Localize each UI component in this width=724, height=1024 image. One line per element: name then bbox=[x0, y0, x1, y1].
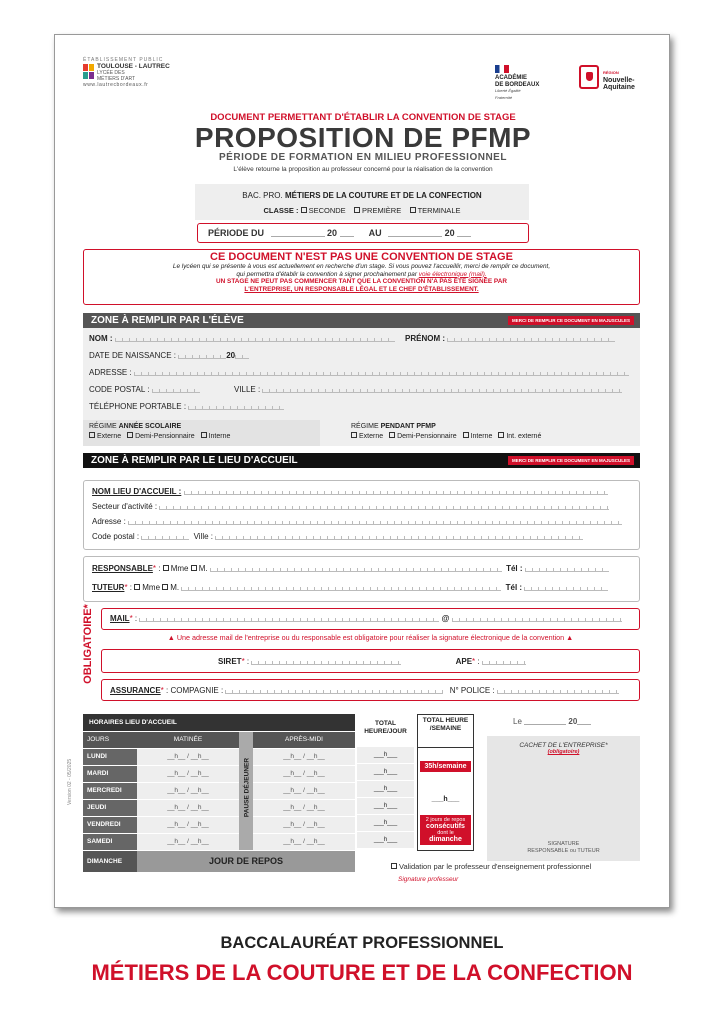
jour-repos: JOUR DE REPOS bbox=[137, 850, 355, 872]
cachet-obligatoire: (obligatoire) bbox=[547, 749, 580, 755]
nom-lieu-field[interactable] bbox=[184, 486, 608, 495]
police-label: N° POLICE : bbox=[449, 686, 495, 695]
accueil-ville-field[interactable] bbox=[215, 531, 583, 540]
mardi-matin-field[interactable]: __h__ / __h__ bbox=[137, 765, 239, 782]
periode-box bbox=[197, 223, 529, 243]
nom-lieu-label: NOM LIEU D'ACCUEIL : bbox=[92, 487, 182, 496]
tuteur-field[interactable] bbox=[181, 582, 501, 591]
lycee-mark-icon bbox=[83, 64, 94, 79]
reg2-bold: PENDANT PFMP bbox=[380, 423, 436, 430]
reg2-demi: Demi-Pensionnaire bbox=[397, 433, 457, 440]
date-year-field[interactable] bbox=[577, 716, 591, 725]
day-mardi: MARDI bbox=[83, 765, 137, 782]
day-vendredi: VENDREDI bbox=[83, 816, 137, 833]
footer-line1: BACCALAURÉAT PROFESSIONNEL bbox=[220, 934, 504, 952]
adresse-field[interactable] bbox=[134, 367, 629, 376]
cachet-title: CACHET DE L'ENTREPRISE* bbox=[519, 742, 608, 749]
periode-start-year-field[interactable] bbox=[340, 228, 354, 237]
day-lundi: LUNDI bbox=[83, 748, 137, 765]
validation-row bbox=[391, 862, 591, 871]
ville-label: VILLE : bbox=[233, 385, 261, 394]
col-jours: JOURS bbox=[83, 731, 137, 748]
semaine-value: 35h/semaine bbox=[420, 761, 471, 772]
responsable-field[interactable] bbox=[210, 563, 502, 572]
mail-box: MAIL* : @ bbox=[101, 608, 640, 630]
responsable-label: RESPONSABLE bbox=[92, 564, 153, 573]
day-jeudi: JEUDI bbox=[83, 799, 137, 816]
region-seal-icon bbox=[579, 65, 599, 89]
ape-field[interactable] bbox=[482, 656, 526, 665]
vendredi-aprem-field[interactable]: __h__ / __h__ bbox=[253, 816, 355, 833]
tut-m: M. bbox=[170, 583, 180, 592]
reg2-interne-checkbox[interactable] bbox=[463, 432, 469, 438]
contacts-box: RESPONSABLE* : Mme M. Tél : TUTEUR* : Mme M. Tél : bbox=[83, 556, 640, 602]
total-vendredi-field[interactable]: ___h___ bbox=[357, 815, 414, 832]
pause-label: PAUSE DÉJEUNER bbox=[243, 757, 251, 817]
accueil-adresse-label: Adresse : bbox=[92, 517, 126, 526]
notice-heading: CE DOCUMENT N'EST PAS UNE CONVENTION DE STAGE bbox=[210, 251, 513, 263]
periode-start-field[interactable] bbox=[271, 228, 325, 237]
reg1-externe: Externe bbox=[97, 433, 122, 440]
resp-mme: Mme bbox=[170, 564, 189, 573]
day-mercredi: MERCREDI bbox=[83, 782, 137, 799]
tut-tel-label: Tél : bbox=[505, 583, 523, 592]
obligatoire-label bbox=[73, 598, 103, 708]
validation-checkbox[interactable] bbox=[391, 863, 397, 869]
notice-line3: UN STAGE NE PEUT PAS COMMENCER TANT QUE LA CONVENTION N'A PAS ÉTÉ SIGNÉE PAR bbox=[216, 278, 507, 285]
notice-line4: L'ENTREPRISE, UN RESPONSABLE LÉGAL ET LE CHEF D'ÉTABLISSEMENT. bbox=[244, 285, 479, 293]
periode-label: PÉRIODE DU bbox=[208, 228, 265, 238]
total-mercredi-field[interactable]: ___h___ bbox=[357, 781, 414, 798]
compagnie-label: COMPAGNIE : bbox=[170, 686, 224, 695]
footer-line2: MÉTIERS DE LA COUTURE ET DE LA CONFECTION bbox=[91, 960, 633, 985]
classe-premiere-checkbox[interactable] bbox=[354, 207, 360, 213]
region-small: RÉGION bbox=[603, 70, 619, 75]
periode-end-field[interactable] bbox=[388, 228, 442, 237]
repos-line4: dimanche bbox=[429, 835, 462, 843]
bac-block bbox=[195, 184, 529, 220]
zone-eleve-header bbox=[83, 313, 640, 328]
title-sub: PÉRIODE DE FORMATION EN MILIEU PROFESSIONNEL bbox=[219, 152, 507, 163]
tuteur-label: TUTEUR bbox=[92, 583, 125, 592]
tel-field[interactable] bbox=[188, 401, 284, 410]
title-note: L'élève retourne la proposition au professeur concerné pour la réalisation de la convention bbox=[233, 166, 493, 173]
total-jour-label: TOTAL HEURE/JOUR bbox=[364, 720, 407, 735]
resp-m-checkbox[interactable] bbox=[191, 565, 197, 571]
horaires-title: HORAIRES LIEU D'ACCUEIL bbox=[83, 714, 355, 731]
col-apres: APRÈS-MIDI bbox=[253, 731, 355, 748]
lycee-name: TOULOUSE - LAUTREC bbox=[97, 63, 170, 70]
french-flag-icon bbox=[495, 65, 509, 73]
notice-line2a: qui permettra d'établir la convention à signer prochainement par bbox=[236, 270, 419, 278]
prenom-label: PRÉNOM : bbox=[405, 334, 446, 343]
nom-label: NOM : bbox=[89, 334, 113, 343]
mail-note: ▲ Une adresse mail de l'entreprise ou du responsable est obligatoire pour réaliser la signature électronique de la convention ▲ bbox=[167, 633, 574, 642]
nom-field[interactable] bbox=[115, 333, 395, 342]
cp-label: CODE POSTAL : bbox=[89, 385, 150, 394]
accueil-adresse-field[interactable] bbox=[128, 516, 622, 525]
secteur-label: Secteur d'activité : bbox=[92, 502, 158, 511]
reg2-prefix: RÉGIME bbox=[351, 423, 379, 430]
notice-box bbox=[83, 249, 640, 305]
notice-line2b: voie électronique (mail). bbox=[418, 270, 487, 278]
bac-prefix: BAC. PRO. bbox=[242, 191, 283, 200]
regime-pfmp bbox=[345, 420, 640, 446]
repos-line1: 2 jours de repos bbox=[425, 817, 466, 823]
tut-mme: Mme bbox=[142, 583, 161, 592]
accueil-cp-label: Code postal : bbox=[92, 532, 140, 541]
day-dimanche: DIMANCHE bbox=[83, 850, 137, 872]
total-semaine-label: TOTAL HEURE /SEMAINE bbox=[422, 717, 469, 732]
secteur-field[interactable] bbox=[159, 501, 609, 510]
mail-at: @ bbox=[441, 614, 450, 623]
mercredi-matin-field[interactable]: __h__ / __h__ bbox=[137, 782, 239, 799]
zone-eleve-tag: MERCI DE REMPLIR CE DOCUMENT EN MAJUSCULES bbox=[508, 316, 634, 325]
periode-end-year-field[interactable] bbox=[457, 228, 471, 237]
samedi-matin-field[interactable]: __h__ / __h__ bbox=[137, 833, 239, 850]
repos-line2: consécutifs bbox=[426, 822, 465, 830]
total-mardi-field[interactable]: ___h___ bbox=[357, 764, 414, 781]
reg2-demi-checkbox[interactable] bbox=[389, 432, 395, 438]
day-samedi: SAMEDI bbox=[83, 833, 137, 850]
academie-line2: DE BORDEAUX bbox=[495, 81, 540, 88]
academie-logo bbox=[495, 65, 539, 101]
total-jeudi-field[interactable]: ___h___ bbox=[357, 798, 414, 815]
regime-annee bbox=[83, 420, 320, 446]
siret-field[interactable] bbox=[251, 656, 401, 665]
cp-field[interactable] bbox=[152, 384, 200, 393]
page-title: PROPOSITION DE PFMP bbox=[194, 122, 532, 153]
accueil-address-box bbox=[83, 480, 640, 550]
region-line1: Nouvelle- bbox=[603, 76, 635, 84]
zone-accueil-header bbox=[83, 453, 640, 468]
le-year: 20 bbox=[568, 717, 578, 726]
adresse-label: ADRESSE : bbox=[89, 368, 132, 377]
tut-mme-checkbox[interactable] bbox=[134, 584, 140, 590]
classe-terminale-checkbox[interactable] bbox=[410, 207, 416, 213]
ville-field[interactable] bbox=[262, 384, 622, 393]
mail-domain-field[interactable] bbox=[452, 613, 622, 622]
repos-line3: dont le bbox=[437, 830, 454, 836]
total-jour-column bbox=[357, 747, 414, 849]
reg2-intext: Int. externé bbox=[506, 433, 542, 440]
compagnie-field[interactable] bbox=[225, 685, 443, 694]
siret-box: SIRET* : APE* : bbox=[101, 649, 640, 673]
tel-label: TÉLÉPHONE PORTABLE : bbox=[89, 402, 187, 411]
classe-label: CLASSE : bbox=[263, 206, 299, 215]
accueil-ville-label: Ville : bbox=[193, 532, 214, 541]
periode-au-label: AU bbox=[368, 228, 382, 238]
zone-accueil-tag: MERCI DE REMPLIR CE DOCUMENT EN MAJUSCULES bbox=[508, 456, 634, 465]
repos-box bbox=[420, 815, 471, 845]
tut-m-checkbox[interactable] bbox=[162, 584, 168, 590]
naissance-field[interactable] bbox=[178, 350, 226, 359]
jeudi-aprem-field[interactable]: __h__ / __h__ bbox=[253, 799, 355, 816]
version-label: Version 02 - 05/2025 bbox=[67, 758, 73, 805]
total-semaine-column bbox=[417, 748, 474, 851]
pause-column bbox=[239, 731, 253, 850]
lundi-aprem-field[interactable]: __h__ / __h__ bbox=[253, 748, 355, 765]
reg1-interne: Interne bbox=[208, 433, 231, 440]
notice-line1: Le lycéen qui se présente à vous est actuellement en recherche d'un stage. Si vous pouvez l'accueillir, merci de remplir ce document, bbox=[172, 263, 551, 270]
le-label: Le bbox=[513, 717, 522, 726]
signature-prof: Signature professeur bbox=[398, 876, 459, 883]
classe-seconde-checkbox[interactable] bbox=[301, 207, 307, 213]
periode-year-start: 20 bbox=[327, 228, 338, 238]
total-jour-header bbox=[357, 714, 414, 736]
classe-terminale-label: TERMINALE bbox=[417, 206, 461, 215]
zone-accueil-title: ZONE À REMPLIR PAR LE LIEU D'ACCUEIL bbox=[91, 455, 298, 466]
horaires-table bbox=[83, 714, 355, 873]
total-samedi-field[interactable]: ___h___ bbox=[357, 832, 414, 849]
obligatoire-text: OBLIGATOIRE* bbox=[82, 604, 94, 684]
naissance-year-field[interactable] bbox=[235, 350, 249, 359]
form-sheet bbox=[54, 34, 670, 908]
ape-label: APE bbox=[455, 657, 473, 666]
vendredi-matin-field[interactable]: __h__ / __h__ bbox=[137, 816, 239, 833]
col-matinee: MATINÉE bbox=[137, 731, 239, 748]
total-semaine-header bbox=[417, 714, 474, 748]
validation-label: Validation par le professeur d'enseignement professionnel bbox=[399, 862, 592, 871]
resp-m: M. bbox=[198, 564, 208, 573]
tut-tel-field[interactable] bbox=[524, 582, 608, 591]
zone-eleve-title: ZONE À REMPLIR PAR L'ÉLÈVE bbox=[91, 315, 244, 326]
total-semaine-field[interactable]: ___h___ bbox=[431, 796, 460, 803]
cachet-box[interactable] bbox=[487, 736, 640, 861]
reg2-interne: Interne bbox=[470, 433, 493, 440]
police-field[interactable] bbox=[497, 685, 619, 694]
reg1-demi-checkbox[interactable] bbox=[127, 432, 133, 438]
mardi-aprem-field[interactable]: __h__ / __h__ bbox=[253, 765, 355, 782]
reg1-interne-checkbox[interactable] bbox=[201, 432, 207, 438]
lycee-logo bbox=[83, 57, 170, 88]
lundi-matin-field[interactable]: __h__ / __h__ bbox=[137, 748, 239, 765]
accueil-cp-field[interactable] bbox=[141, 531, 189, 540]
lycee-sub1: LYCÉE DES bbox=[97, 70, 125, 76]
reg1-prefix: RÉGIME bbox=[89, 423, 117, 430]
jeudi-matin-field[interactable]: __h__ / __h__ bbox=[137, 799, 239, 816]
assurance-label: ASSURANCE bbox=[110, 686, 161, 695]
lycee-url: www.lautrecbordeaux.fr bbox=[83, 82, 149, 88]
prenom-field[interactable] bbox=[447, 333, 615, 342]
bac-name: MÉTIERS DE LA COUTURE ET DE LA CONFECTION bbox=[284, 191, 482, 200]
cachet-sig2: RESPONSABLE ou TUTEUR bbox=[527, 848, 600, 854]
republic-motto: Liberté Égalité Fraternité bbox=[495, 88, 521, 100]
reg1-externe-checkbox[interactable] bbox=[89, 432, 95, 438]
classe-premiere-label: PREMIÈRE bbox=[362, 206, 402, 215]
resp-tel-field[interactable] bbox=[525, 563, 609, 572]
siret-label: SIRET bbox=[218, 657, 242, 666]
date-field[interactable] bbox=[524, 716, 566, 725]
mail-label: MAIL bbox=[110, 614, 130, 623]
title-line1: DOCUMENT PERMETTANT D'ÉTABLIR LA CONVENTION DE STAGE bbox=[210, 112, 516, 123]
lycee-sub2: MÉTIERS D'ART bbox=[97, 76, 136, 82]
etab-label: ÉTABLISSEMENT PUBLIC bbox=[83, 57, 164, 63]
naissance-label: DATE DE NAISSANCE : bbox=[89, 351, 176, 360]
classe-seconde-label: SECONDE bbox=[308, 206, 346, 215]
mercredi-aprem-field[interactable]: __h__ / __h__ bbox=[253, 782, 355, 799]
naissance-year: 20 bbox=[226, 351, 236, 360]
assurance-box: ASSURANCE* : COMPAGNIE : N° POLICE : bbox=[101, 679, 640, 701]
reg2-externe-checkbox[interactable] bbox=[351, 432, 357, 438]
samedi-aprem-field[interactable]: __h__ / __h__ bbox=[253, 833, 355, 850]
periode-year-end: 20 bbox=[444, 228, 455, 238]
resp-mme-checkbox[interactable] bbox=[163, 565, 169, 571]
reg2-externe: Externe bbox=[359, 433, 384, 440]
date-signature bbox=[513, 716, 591, 726]
cachet-sig1: SIGNATURE bbox=[547, 841, 580, 847]
reg2-intext-checkbox[interactable] bbox=[498, 432, 504, 438]
reg1-demi: Demi-Pensionnaire bbox=[135, 433, 195, 440]
region-line2: Aquitaine bbox=[603, 84, 635, 91]
reg1-bold: ANNÉE SCOLAIRE bbox=[118, 423, 182, 430]
mail-user-field[interactable] bbox=[139, 613, 439, 622]
academie-line1: ACADÉMIE bbox=[495, 75, 528, 81]
resp-tel-label: Tél : bbox=[506, 564, 523, 573]
total-lundi-field[interactable]: ___h___ bbox=[357, 747, 414, 764]
